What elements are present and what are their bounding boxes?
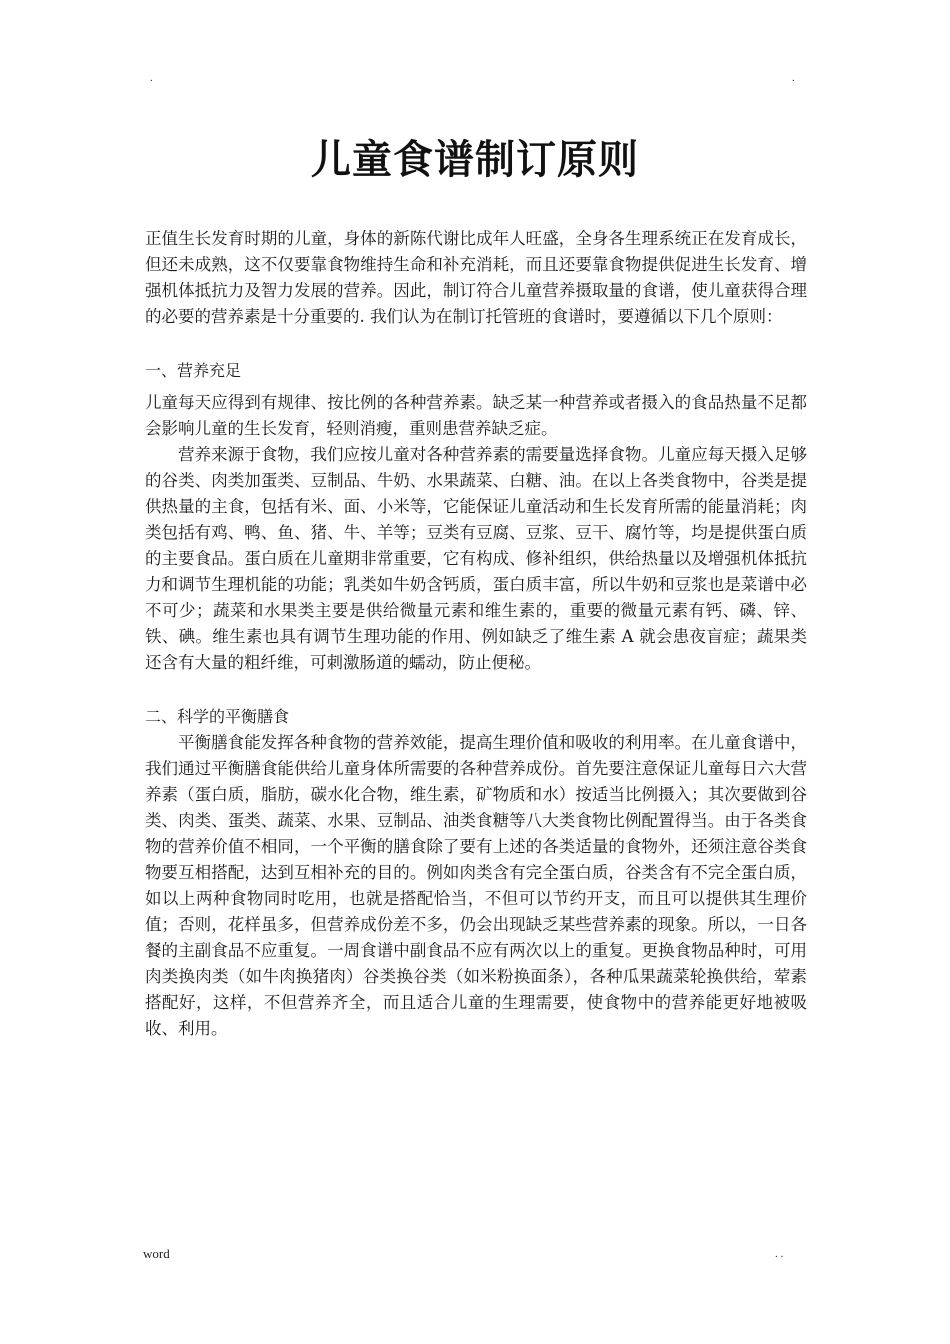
document-title: 儿童食谱制订原则 [311,136,639,183]
document-body [145,226,807,1042]
header-left-mark: . [150,72,153,84]
section-2-heading: 二、科学的平衡膳食 [145,707,290,726]
footer-dots: . . [775,1248,784,1260]
intro-paragraph: 正值生长发育时期的儿童，身体的新陈代谢比成年人旺盛，全身各生理系统正在发育成长，但还未成熟，这不仅要靠食物维持生命和补充消耗，而且还要靠食物提供促进生长发育、增强机体抵抗力及智力发展的营养。因此，制订符合儿童营养摄取量的食谱，使儿童获得合理的必要的营养素是十分重要的. 我们认为在制订托管班的食谱时，要遵循以下几个原则： [145,229,807,326]
section-1-paragraph-1: 儿童每天应得到有规律、按比例的各种营养素。缺乏某一种营养或者摄入的食品热量不足都会影响儿童的生长发育，轻则消瘦，重则患营养缺乏症。 [145,393,807,438]
section-1-heading: 一、营养充足 [145,361,242,380]
section-2-paragraph-1: 平衡膳食能发挥各种食物的营养效能，提高生理价值和吸收的利用率。在儿童食谱中，我们通过平衡膳食能供给儿童身体所需要的各种营养成份。首先要注意保证儿童每日六大营养素（蛋白质，脂肪，碳水化合物，维生素，矿物质和水）按适当比例摄入；其次要做到谷类、肉类、蛋类、蔬菜、水果、豆制品、油类食糖等八大类食物比例配置得当。由于各类食物的营养价值不相同，一个平衡的膳食除了要有上述的各类适量的食物外，还须注意谷类食物要互相搭配，达到互相补充的目的。例如肉类含有完全蛋白质，谷类含有不完全蛋白质，如以上两种食物同时吃用，也就是搭配恰当，不但可以节约开支，而且可以提供其生理价值；否则，花样虽多，但营养成份差不多，仍会出现缺乏某些营养素的现象。所以，一日各餐的主副食品不应重复。一周食谱中副食品不应有两次以上的重复。更换食物品种时，可用肉类换肉类（如牛肉换猪肉）谷类换谷类（如米粉换面条），各种瓜果蔬菜轮换供给，荤素搭配好，这样，不但营养齐全，而且适合儿童的生理需要，使食物中的营养能更好地被吸收、利用。 [145,733,807,1038]
section-1-paragraph-2: 营养来源于食物，我们应按儿童对各种营养素的需要量选择食物。儿童应每天摄入足够的谷类、肉类加蛋类、豆制品、牛奶、水果蔬菜、白糖、油。在以上各类食物中，谷类是提供热量的主食，包括有米、面、小米等，它能保证儿童活动和生长发育所需的能量消耗；肉类包括有鸡、鸭、鱼、猪、牛、羊等；豆类有豆腐、豆浆、豆干、腐竹等，均是提供蛋白质的主要食品。蛋白质在儿童期非常重要，它有构成、修补组织，供给热量以及增强机体抵抗力和调节生理机能的功能；乳类如牛奶含钙质，蛋白质丰富，所以牛奶和豆浆也是菜谱中必不可少；蔬菜和水果类主要是供给微量元素和维生素的，重要的微量元素有钙、磷、锌、铁、碘。维生素也具有调节生理功能的作用、例如缺乏了维生素 A 就会患夜盲症；蔬果类还含有大量的粗纤维，可刺激肠道的蠕动，防止便秘。 [145,445,807,672]
header-right-mark: . [792,72,795,84]
footer-label: word [143,1246,170,1261]
